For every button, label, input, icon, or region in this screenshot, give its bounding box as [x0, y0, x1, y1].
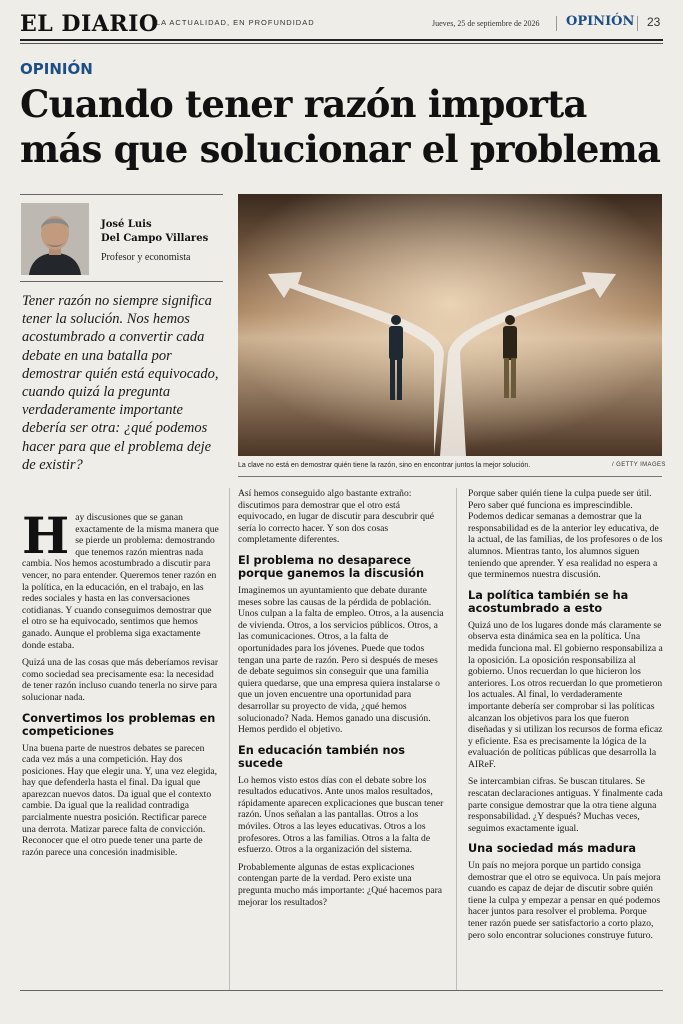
- paragraph: Imaginemos un ayuntamiento que debate durante meses sobre las causas de la pérdida de población. Unos culpan a la falta de empleo. Otros, a la ausencia de vivienda. Otros, a los servicios públicos. Otros, a las comunicaciones. Otros, a la falta de oportunidades para los jóvenes. Puede que todos tengan una parte de razón. Pero si después de meses de debate seguimos sin conseguir que una familia quiera quedarse, que una empresa quiera instalarse o que un joven encuentre una oportunidad para desarrollar su proyecto de vida, ¿qué hemos solucionado? Nada. Hemos ganado una discusión. Hemos perdido el objetivo.: [238, 584, 444, 736]
- subheading: Una sociedad más madura: [468, 842, 636, 856]
- subheading: Convertimos los problemas en competiciones: [22, 711, 216, 738]
- author-photo-icon: [21, 203, 89, 275]
- subheading: La política también se ha acostumbrado a esto: [468, 588, 629, 616]
- kicker: OPINIÓN: [20, 60, 93, 78]
- author-avatar: [21, 203, 89, 275]
- photo-credit: / GETTY IMAGES: [612, 462, 666, 468]
- author-first-name: José Luis: [101, 219, 152, 230]
- divider: [637, 16, 638, 31]
- tagline: LA ACTUALIDAD, EN PROFUNDIDAD: [156, 18, 315, 27]
- author-role: Profesor y economista: [101, 252, 191, 263]
- divider: [20, 43, 663, 44]
- author-name[interactable]: [101, 218, 208, 246]
- divider: [20, 990, 663, 991]
- divider: [238, 476, 662, 477]
- crossroads-image: [238, 194, 662, 456]
- drop-cap: H: [22, 506, 70, 565]
- article-deck: Tener razón no siempre significa tener la solución. Nos hemos acostumbrado a convertir cada debate en una batalla por demostrar quién está equivocado, cuando quizá la pregunta verdaderamente importante debería ser otra: ¿qué podemos hacer para que el problema deje de existir?: [22, 293, 219, 473]
- paragraph-text: ay discusiones que se ganan exactamente de la misma manera que se pierde un problema: demostrando que tenemos razón mientras nada cambia. Nos hemos acostumbrado a discutir para vencer, no para entender. Queremos tener razón en la política, en la educación, en el trabajo, en las redes sociales y hasta en las conversaciones cotidianas. Y cuando conseguimos demostrar que el otro se ha equivocado, sentimos que hemos ganado. Aunque el problema siga exactamente donde estaba.: [22, 512, 219, 651]
- divider: [20, 39, 663, 41]
- paragraph: Quizá una de las cosas que más deberíamos revisar como sociedad sea precisamente esa: la necesidad de tener razón incluso cuando tenerla no sirve para solucionar nada.: [22, 657, 219, 703]
- paragraph: Se intercambian cifras. Se buscan titulares. Se rescatan declaraciones antiguas. Y finalmente cada parte consigue demostrar que la otra tiene alguna responsabilidad. ¿Y después? Muchas veces, seguimos exactamente igual.: [468, 776, 663, 834]
- column-divider: [456, 488, 457, 990]
- column-divider: [229, 488, 230, 990]
- publication-date: Jueves, 25 de septiembre de 2026: [432, 19, 540, 28]
- paragraph: Una buena parte de nuestros debates se parecen cada vez más a una competición. Hay dos posiciones. Hay que elegir una. Y, una vez elegida, hay que defenderla hasta el final. Da igual que aparezcan nuevos datos. Da igual que el contexto cambie. Da igual que la realidad contradiga parcialmente nuestra posición. Rectificar parece una derrota. Matizar parece falta de convicción. Reconocer que el otro puede tener una parte de razón parece una concesión inadmisible.: [22, 742, 218, 858]
- photo-caption: La clave no está en demostrar quién tiene la razón, sino en encontrar juntos la mejor solución.: [238, 462, 531, 469]
- column-2: [238, 488, 444, 914]
- page-number: 23: [647, 15, 661, 29]
- paragraph: Un país no mejora porque un partido consiga demostrar que el otro se equivoca. Un país mejora cuando es capaz de dejar de discutir sobre quién tiene la culpa y empezar a pensar en qué podemos hacer juntos para resolver el problema. Porque tener razón puede ser satisfactorio a corto plazo, pero solo encontrar soluciones construye futuro.: [468, 859, 661, 941]
- headline: Cuando tener razón importa más que solucionar el problema: [20, 82, 661, 171]
- section-label[interactable]: OPINIÓN: [566, 14, 635, 29]
- author-surname: Del Campo Villares: [101, 233, 209, 244]
- masthead: [20, 11, 663, 37]
- paragraph: Así hemos conseguido algo bastante extraño: discutimos para demostrar que el otro está equivocado, en lugar de discutir para descubrir qué sería lo correcto hacer. Y son dos cosas completamente diferentes.: [238, 488, 435, 546]
- paragraph: [22, 506, 220, 651]
- subheading: En educación también nos sucede: [238, 743, 406, 771]
- paragraph: Lo hemos visto estos días con el debate sobre los resultados educativos. Ante unos malos resultados, rápidamente aparecen explicaciones que buscan tener razón. Unos señalan a las pantallas. Otros a los móviles. Otros a las leyes educativas. Otros a los profesores. Otros a las familias. Otros a la falta de esfuerzo. Otros a la organización del sistema.: [238, 774, 444, 856]
- article-photo: [238, 194, 662, 456]
- divider: [20, 194, 223, 195]
- paragraph: Porque saber quién tiene la culpa puede ser útil. Pero saber qué funciona es imprescindible. Podemos dedicar semanas a demostrar que la responsabilidad es de la anterior ley educativa, de la actual, de las familias, de los profesores o de los alumnos. Mientras tanto, los alumnos siguen teniendo que aprender. Y esa realidad no espera a que terminemos nuestra discusión.: [468, 488, 663, 581]
- paragraph: Quizá uno de los lugares donde más claramente se observa esta dinámica sea en la política. Una medida funciona mal. El gobierno responsabiliza a la oposición. La oposición responsabiliza al gobierno. Unos recuerdan lo que hicieron los anteriores. Los otros recuerdan lo que prometieron los actuales. Al final, lo verdaderamente importante debería ser comprobar si las políticas alcanzan los objetivos para los que fueron diseñadas y si utilizan los recursos de forma eficaz y eficiente. Esa es precisamente la lógica de la evaluación de políticas públicas que desarrolla la AIReF.: [468, 619, 663, 770]
- paragraph: Probablemente algunas de estas explicaciones contengan parte de la verdad. Pero existe una pregunta mucho más importante: ¿Qué hacemos para mejorar los resultados?: [238, 861, 443, 908]
- subheading: El problema no desaparece porque ganemos la discusión: [238, 553, 424, 581]
- divider: [556, 16, 557, 31]
- newspaper-logo[interactable]: EL DIARIO: [20, 11, 159, 37]
- column-1: [22, 506, 220, 864]
- column-3: [468, 488, 664, 947]
- divider: [20, 281, 223, 282]
